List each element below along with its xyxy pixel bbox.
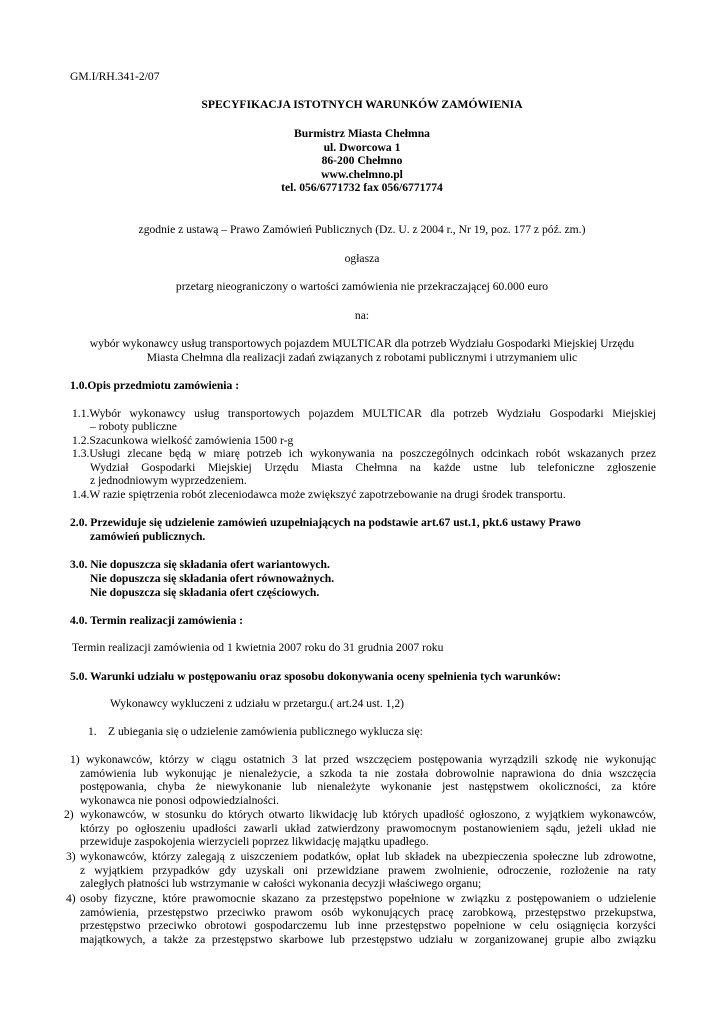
list-item [66, 892, 656, 948]
list-item-line: przestępstwo przeciwko obrotowi gospodarczemu lub inne przestępstwo popełnione w celu osiągnięcia korzyści [80, 919, 656, 932]
list-item-line: wykonawców, którzy w ciągu ostatnich 3 lat przed wszczęciem postępowania wyrządzili szkodę nie wykonując [86, 753, 656, 766]
document-title: SPECYFIKACJA ISTOTNYCH WARUNKÓW ZAMÓWIENIA [201, 98, 523, 111]
issuer-block [0, 127, 724, 195]
section-2-line-2: zamówień publicznych. [90, 530, 206, 543]
list-item-line: wykonawca nie ponosi odpowiedzialności. [80, 793, 279, 807]
list-item-line: osoby fizyczne, które prawomocnie skazano za przestępstwo popełnione w związku z postępowaniem o udzielenie [80, 892, 656, 905]
list-item-line: przewiduje zaspokojenia wierzycieli poprzez likwidację majątku upadłego. [80, 835, 429, 848]
list-item [66, 850, 656, 892]
na-text: na: [354, 309, 370, 322]
list-item-line: wykonawców, którzy zalegają z uiszczeniem podatków, opłat lub składek na ubezpieczenia społeczne lub zdrowotne, [80, 850, 656, 863]
section-1-item-3: 1.3.Usługi zlecane będą w miarę potrzeb ich wykonywania na poszczególnych odcinkach robót wskazanych przez [72, 447, 656, 460]
issuer-street: ul. Dworcowa 1 [323, 140, 401, 154]
section-4-heading: 4.0. Termin realizacji zamówienia : [70, 614, 244, 627]
exclusion-list [70, 753, 656, 808]
list-item-line: zamówienia lub wykonując je nienależycie, a szkoda ta nie została dobrowolnie naprawiona do dnia wszczęcia [80, 766, 656, 780]
list-item-number: 1) [70, 753, 80, 766]
section-1-heading: 1.0.Opis przedmiotu zamówienia : [70, 379, 240, 392]
section-1-item-1: 1.1.Wybór wykonawcy usług transportowych pojazdem MULTICAR dla potrzeb Wydziału Gospodarki Miejskiej [72, 407, 656, 420]
section-2-line-1: 2.0. Przewiduje się udzielenie zamówień uzupełniających na podstawie art.67 ust.1, pkt.6 ustawy Prawo [70, 516, 581, 529]
issuer-phone: tel. 056/6771732 fax 056/6771774 [281, 181, 443, 195]
list-item [70, 753, 656, 808]
list-item-line: majątkowych, a także za przestępstwo skarbowe lub przestępstwo udziału w zorganizowanej grupie albo związku [80, 932, 656, 946]
list-item-number: 3) [66, 850, 76, 863]
list-item-line: którzy po ogłoszeniu upadłości zawarli układ zatwierdzony prawomocnym postanowieniem sądu, jeżeli układ nie [80, 821, 656, 835]
section-1-item-3-cont: Wydział Gospodarki Miejskiej Urzędu Miasta Chełmna na każde ustne lub telefoniczne zgłoszenie [90, 461, 656, 474]
subject-line-2: Miasta Chełmna dla realizacji zadań związanych z robotami publicznymi i utrzymaniem ulic [146, 351, 578, 364]
issuer-website: www.chelmno.pl [321, 167, 403, 181]
tender-type: przetarg nieograniczony o wartości zamówienia nie przekraczającej 60.000 euro [175, 280, 549, 293]
list-item-line: zaległych płatności lub wstrzymanie w całości wykonania decyzji właściwego organu; [80, 877, 482, 890]
section-3-line-2: Nie dopuszcza się składania ofert równoważnych. [90, 572, 335, 585]
section-5-point-1: Z ubiegania się o udzielenie zamówienia publicznego wyklucza się: [108, 725, 423, 738]
legal-basis: zgodnie z ustawą – Prawo Zamówień Publicznych (Dz. U. z 2004 r., Nr 19, poz. 177 z póź. zm.) [138, 223, 586, 236]
list-item-line: zamówienia, przestępstwo przeciwko prawom osób wykonujących pracę zarobkową, przestępstwo przekupstwa, [80, 905, 656, 919]
announces-text: ogłasza [344, 252, 380, 265]
section-5-point-1-number: 1. [88, 725, 97, 738]
list-item-number: 2) [64, 808, 74, 821]
list-item [64, 808, 656, 850]
list-item-line: z wyjątkiem przypadków gdy uzyskali oni przewidziane prawem zwolnienie, odroczenie, rozłożenie na raty [80, 863, 656, 877]
issuer-name: Burmistrz Miasta Chełmna [294, 127, 430, 140]
list-item-number: 4) [66, 892, 76, 905]
section-1-item-4: 1.4.W razie spiętrzenia robót zleceniodawca może zwiększyć zapotrzebowanie na drugi środek transportu. [72, 488, 566, 501]
section-4-text: Termin realizacji zamówienia od 1 kwietnia 2007 roku do 31 grudnia 2007 roku [72, 641, 444, 654]
document-reference: GM.I/RH.341-2/07 [70, 70, 160, 83]
section-1-item-1-cont: – roboty publiczne [90, 420, 177, 433]
section-5-heading: 5.0. Warunki udziału w postępowaniu oraz sposobu dokonywania oceny spełnienia tych warunków: [70, 670, 562, 683]
list-item-line: postępowania, chyba że niewykonanie lub nienależyte wykonanie jest następstwem okoliczności, za które [80, 780, 656, 793]
section-3-line-1: 3.0. Nie dopuszcza się składania ofert wariantowych. [70, 558, 330, 571]
section-3-line-3: Nie dopuszcza się składania ofert częściowych. [90, 586, 320, 599]
issuer-city: 86-200 Chełmno [321, 154, 403, 168]
section-1-item-2: 1.2.Szacunkowa wielkość zamówienia 1500 r-g [72, 434, 294, 447]
section-1-item-3-cont2: z jednodniowym wyprzedzeniem. [90, 474, 247, 487]
list-item-line: wykonawców, w stosunku do których otwarto likwidację lub których upadłość ogłoszono, z wyjątkiem wykonawców, [80, 808, 656, 821]
section-5-intro: Wykonawcy wykluczeni z udziału w przetargu.( art.24 ust. 1,2) [110, 697, 404, 710]
subject-line-1: wybór wykonawcy usług transportowych pojazdem MULTICAR dla potrzeb Wydziału Gospodarki Miejskiej Urzędu [89, 337, 635, 350]
